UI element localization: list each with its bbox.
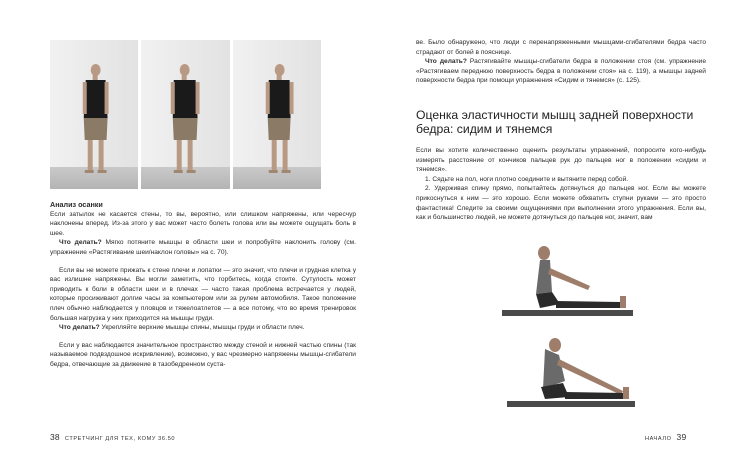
paragraph: Если затылок не касается стены, то вы, вероятно, или слишком напряжены, или чересчур наклонены вперед. Из-за этого у вас может часто болеть голова или вы можете ощущать боль в шее.	[50, 210, 356, 237]
what-to-do-label: Что делать?	[59, 324, 100, 332]
paragraph-text: Укрепляйте верхние мышцы спины, мышцы груди и области плеч.	[101, 324, 305, 332]
what-to-do-label: Что делать?	[59, 239, 102, 247]
step-1: 1. Сядьте на пол, ноги плотно соедините и вытяните перед собой.	[425, 175, 629, 183]
posture-photo-3	[233, 40, 321, 189]
posture-photo-1	[50, 40, 138, 189]
running-head: НАЧАЛО	[645, 436, 672, 442]
right-body-text	[416, 146, 706, 223]
paragraph-text: Растягивайте мышцы-сгибатели бедра в положении стоя (см. упражнение «Растягиваем переднюю поверхность бедра в положении стоя» на с. 119), а мышцы задней поверхности бедра при помощи упражнения «Сидим и тянемся» (с. 125).	[416, 58, 707, 85]
paragraph	[50, 323, 356, 333]
running-head: СТРЕТЧИНГ ДЛЯ ТЕХ, КОМУ 36.50	[64, 436, 176, 442]
step-2: 2. Удерживая спину прямо, попытайтесь дотянуться до пальцев ног. Если вы можете прикоснуться к ним — это хорошо. Если можете обхватить ступни руками — это просто фантастика! Следите за своими ощущениями при выполнении этого упражнения. Если вы, как и большинство людей, не можете дотянуться до пальцев ног, значит, вам	[416, 185, 706, 222]
page-number: 39	[676, 432, 687, 442]
paragraph-text: Мягко потяните мышцы в области шеи и попробуйте наклонить голову (см. упражнение «Растягивание шеи/наклон головы» на с. 70).	[50, 239, 356, 256]
page-number: 38	[50, 432, 60, 442]
paragraph: Если вы хотите количественно оценить результаты упражнений, попросите кого-нибудь измерять расстояние от кончиков пальцев рук до пальцев ног в положении «сидим и тянемся».	[416, 147, 706, 174]
posture-photo-strip	[50, 40, 321, 189]
section-title: Анализ осанки	[50, 200, 103, 209]
right-folio	[645, 432, 686, 442]
posture-photo-2	[141, 40, 229, 189]
sit-and-reach-photo-2	[505, 333, 637, 413]
yoga-mat	[507, 401, 635, 407]
sit-and-reach-photo-1	[500, 238, 635, 324]
left-body-text	[50, 200, 356, 370]
yoga-mat	[502, 310, 633, 316]
section-heading: Оценка эластичности мышц задней поверхности бедра: сидим и тянемся	[416, 108, 694, 136]
right-top-text	[416, 38, 706, 86]
paragraph	[50, 238, 356, 257]
what-to-do-label: Что делать?	[425, 58, 467, 66]
paragraph	[416, 57, 706, 86]
paragraph: Если у вас наблюдается значительное пространство между стеной и нижней частью спины (так называемое подвздошное искривление), возможно, у вас чрезмерно напряжены мышцы-сгибатели бедра, отвечающие за движение в тазобедренном суста-	[50, 341, 356, 368]
paragraph: ве. Было обнаружено, что люди с перенапряженными мышцами-сгибателями бедра часто страдают от болей в пояснице.	[416, 39, 706, 56]
paragraph: Если вы не можете прижать к стене плечи и лопатки — это значит, что плечи и грудная клетка у вас излишне напряжены. Вы могли заметить, что горбитесь, когда стоите. Сутулость может приводить к боли в области шеи и в плечах — часто такая проблема встречается у людей, которые просиживают долгие часы за компьютером или за рулем автомобиля. Такое положение плеч обычно наблюдается у пловцов и тяжелоатлетов — а все потому, что во время тренировок большая нагрузка у них приходится на мышцы груди.	[50, 266, 356, 322]
left-folio	[50, 432, 175, 442]
